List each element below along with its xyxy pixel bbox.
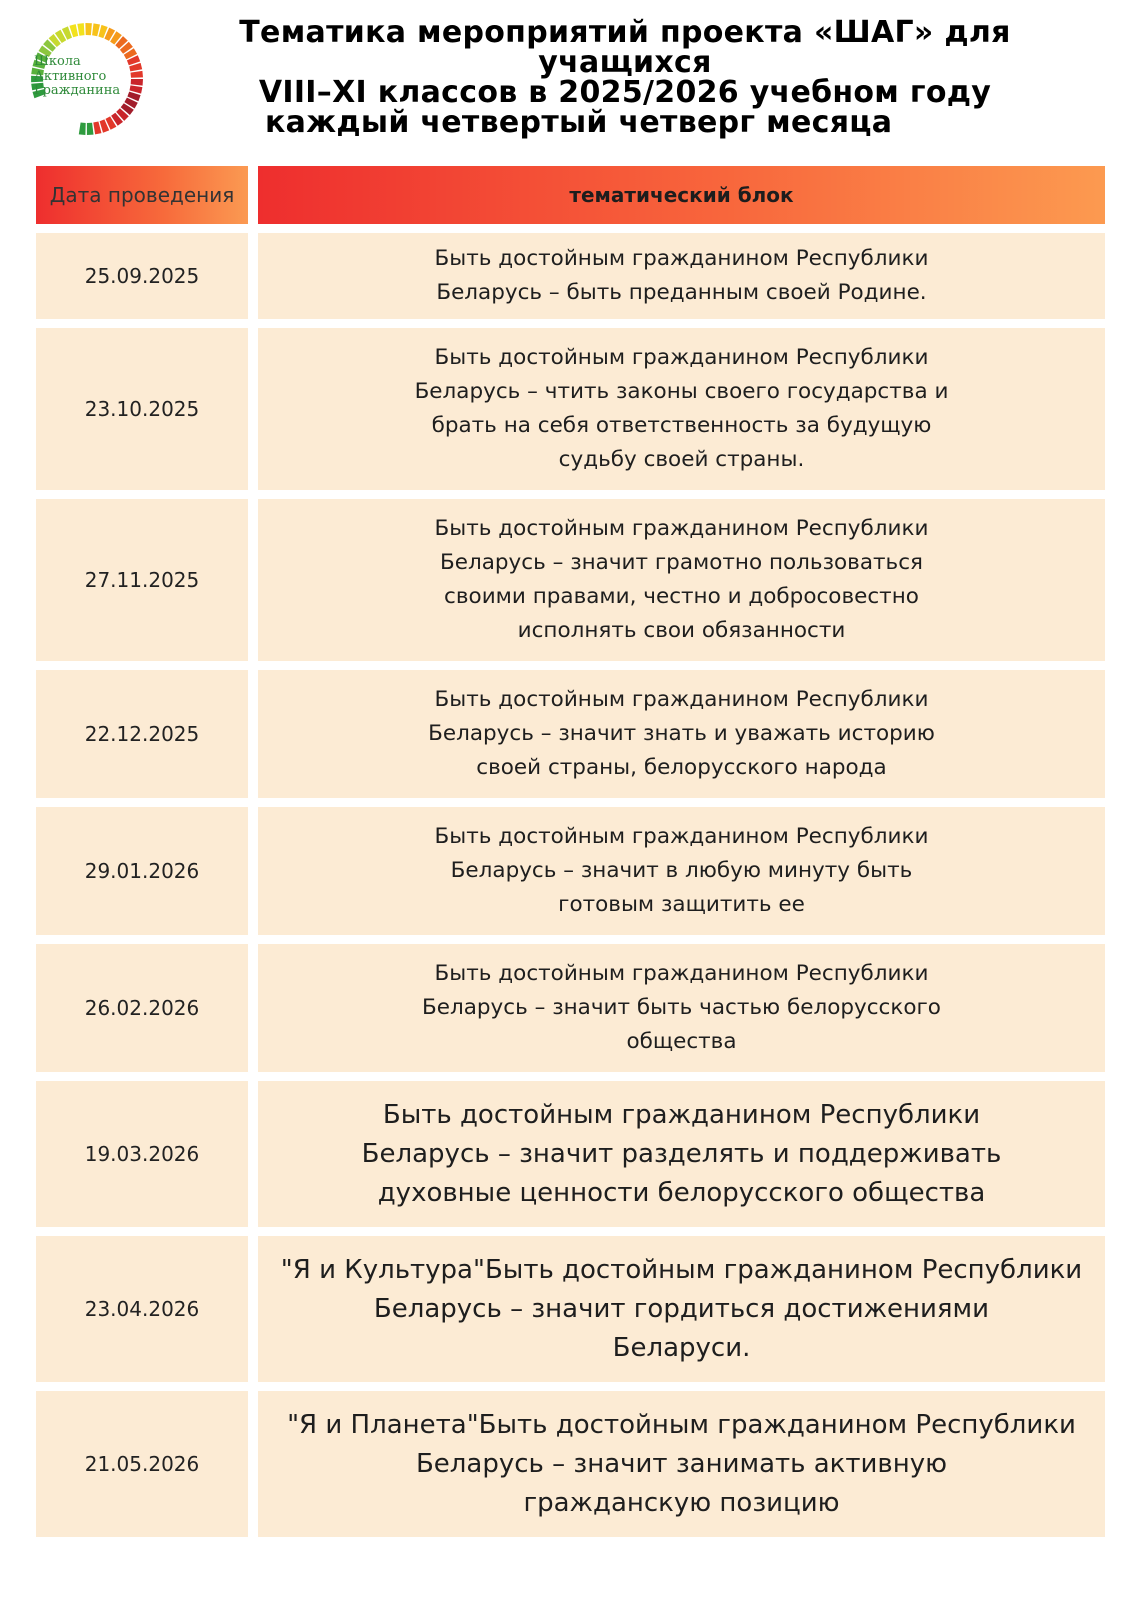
row-date: 26.02.2026 <box>36 944 248 1072</box>
table-row <box>36 499 1105 661</box>
row-date: 29.01.2026 <box>36 807 248 935</box>
topic-line: Быть достойным гражданином Республики <box>434 687 929 712</box>
topic-line: Беларусь – быть преданным своей Родине. <box>436 280 927 305</box>
title-line: VIII–XI классов в 2025/2026 учебном году <box>258 75 992 110</box>
topic-line: судьбу своей страны. <box>558 447 805 472</box>
row-date: 27.11.2025 <box>36 499 248 661</box>
topic-line: своей страны, белорусского народа <box>476 755 887 780</box>
row-topic <box>258 807 1105 935</box>
topic-line: своими правами, честно и добросовестно <box>444 584 919 609</box>
title-line: каждый четвертый четверг месяца <box>265 105 893 140</box>
topic-line: Быть достойным гражданином Республики <box>434 246 929 271</box>
topic-line: Беларусь – значит разделять и поддерживать <box>361 1138 1002 1169</box>
row-topic <box>258 328 1105 490</box>
table-header-row <box>36 166 1105 224</box>
title-line: Тематика мероприятий проекта «ШАГ» для <box>239 15 1011 50</box>
header-date: Дата проведения <box>36 166 248 224</box>
table-row <box>36 328 1105 490</box>
row-date: 21.05.2026 <box>36 1391 248 1537</box>
topic-line: Быть достойным гражданином Республики <box>434 516 929 541</box>
table-row <box>36 1236 1105 1382</box>
row-topic <box>258 233 1105 319</box>
schedule-table <box>36 166 1105 1546</box>
row-date: 22.12.2025 <box>36 670 248 798</box>
row-date: 23.04.2026 <box>36 1236 248 1382</box>
row-topic <box>258 1081 1105 1227</box>
logo-segment <box>85 23 92 35</box>
topic-line: Беларусь – значит гордиться достижениями <box>373 1293 990 1324</box>
topic-line: Беларусь – значит в любую минуту быть <box>450 858 913 883</box>
row-date: 25.09.2025 <box>36 233 248 319</box>
topic-line: Беларуси. <box>612 1332 751 1363</box>
row-topic <box>258 1391 1105 1537</box>
title-line: учащихся <box>538 45 712 80</box>
topic-line: Беларусь – значит грамотно пользоваться <box>440 550 923 575</box>
page-title <box>160 15 1090 140</box>
logo-line: Гражданина <box>34 83 121 98</box>
logo-line: Активного <box>34 68 107 84</box>
table-row <box>36 1391 1105 1537</box>
header-topic: тематический блок <box>258 166 1105 224</box>
topic-line: Беларусь – значит быть частью белорусского <box>422 995 941 1020</box>
topic-line: Беларусь – чтить законы своего государства и <box>414 379 949 404</box>
topic-line: исполнять свои обязанности <box>517 618 846 643</box>
topic-line: общества <box>626 1029 737 1054</box>
topic-line: готовым защитить ее <box>558 892 805 917</box>
row-date: 19.03.2026 <box>36 1081 248 1227</box>
topic-line: Беларусь – значит знать и уважать историю <box>428 721 935 746</box>
topic-line: брать на себя ответственность за будущую <box>431 413 932 438</box>
logo-line: Школа <box>34 54 81 69</box>
logo-segment <box>87 123 94 135</box>
table-row <box>36 670 1105 798</box>
logo-segment <box>92 23 100 36</box>
topic-line: гражданскую позицию <box>523 1487 840 1518</box>
table-row <box>36 1081 1105 1227</box>
row-topic <box>258 944 1105 1072</box>
topic-line: Быть достойным гражданином Республики <box>382 1099 981 1130</box>
topic-line: духовные ценности белорусского общества <box>377 1177 986 1208</box>
topic-line: Беларусь – значит занимать активную <box>415 1448 948 1479</box>
table-row <box>36 233 1105 319</box>
logo-segment <box>79 123 86 136</box>
row-date: 23.10.2025 <box>36 328 248 490</box>
row-topic <box>258 499 1105 661</box>
row-topic <box>258 670 1105 798</box>
table-row <box>36 807 1105 935</box>
logo-segment <box>77 23 84 36</box>
table-row <box>36 944 1105 1072</box>
topic-line: Быть достойным гражданином Республики <box>434 824 929 849</box>
topic-line: "Я и Культура"Быть достойным гражданином Республики <box>280 1254 1083 1285</box>
row-topic <box>258 1236 1105 1382</box>
topic-line: "Я и Планета"Быть достойным гражданином Республики <box>287 1409 1076 1440</box>
topic-line: Быть достойным гражданином Республики <box>434 345 929 370</box>
logo-text <box>34 55 134 99</box>
topic-line: Быть достойным гражданином Республики <box>434 961 929 986</box>
